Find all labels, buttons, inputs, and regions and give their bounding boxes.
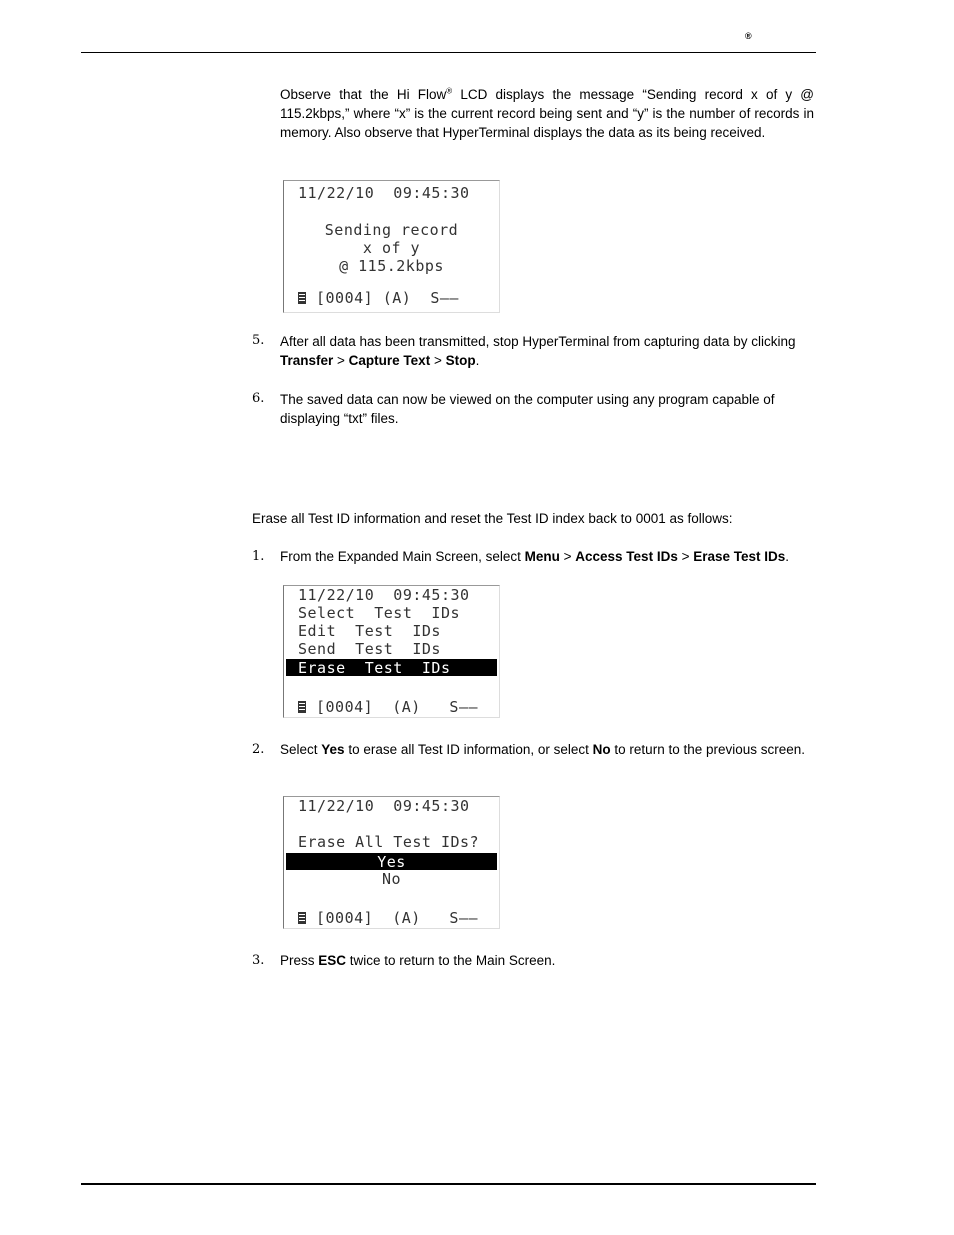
footer-rule (81, 1183, 816, 1185)
menu-item-erase-test-ids: Erase Test IDs (298, 659, 451, 677)
battery-icon (298, 912, 306, 924)
menu-stop: Stop (445, 353, 476, 368)
step-6-text: The saved data can now be viewed on the computer using any program capable of displaying “txt” files. (280, 392, 775, 426)
option-no: No (592, 742, 611, 757)
header-rule (81, 52, 816, 53)
lcd-status-bar (298, 909, 478, 927)
lcd-sending-screen (283, 180, 500, 313)
menu-item-edit-test-ids: Edit Test IDs (298, 622, 441, 640)
lcd-status: [0004] (A) S–– (316, 698, 479, 716)
step-number: 6. (252, 391, 265, 406)
lcd-line: x of y (362, 239, 421, 257)
lcd-line: @ 115.2kbps (339, 257, 444, 275)
menu-erase-test-ids: Erase Test IDs (693, 549, 786, 564)
lcd-option-no: No (381, 870, 402, 888)
menu-capture-text: Capture Text (348, 353, 431, 368)
step-number: 5. (252, 333, 265, 348)
step-number: 2. (252, 742, 265, 757)
lcd-option-yes: Yes (377, 853, 406, 871)
intro-registered-mark: ® (446, 86, 453, 96)
menu-access-test-ids: Access Test IDs (575, 549, 678, 564)
intro-text-a: Observe that the Hi Flow (280, 87, 447, 102)
lcd-access-test-ids-menu (283, 585, 500, 718)
option-yes: Yes (321, 742, 345, 757)
lcd-erase-confirm-screen (283, 796, 500, 929)
lcd-line: Sending record (324, 221, 459, 239)
battery-icon (298, 701, 306, 713)
key-esc: ESC (318, 953, 347, 968)
lcd-status: [0004] (A) S–– (316, 289, 459, 307)
lcd-datetime: 11/22/10 09:45:30 (298, 586, 470, 604)
step-number: 3. (252, 953, 265, 968)
step-5-text: After all data has been transmitted, stop HyperTerminal from capturing data by clicking Transfer > Capture Text > Stop. (280, 334, 796, 368)
lcd-status-bar (298, 289, 459, 307)
lcd-datetime: 11/22/10 09:45:30 (298, 797, 470, 815)
step-3-text: Press ESC twice to return to the Main Screen. (280, 953, 556, 968)
lcd-datetime: 11/22/10 09:45:30 (298, 184, 470, 202)
intro-paragraph (280, 85, 814, 142)
step-number: 1. (252, 549, 265, 564)
erase-intro: Erase all Test ID information and reset the Test ID index back to 0001 as follows: (252, 511, 733, 526)
step-2-text: Select Yes to erase all Test ID information, or select No to return to the previous screen. (280, 742, 806, 757)
option-highlight (286, 853, 497, 870)
menu-transfer: Transfer (280, 353, 334, 368)
menu-item-send-test-ids: Send Test IDs (298, 640, 441, 658)
header-registered-mark: ® (745, 31, 752, 41)
menu-item-select-test-ids: Select Test IDs (298, 604, 461, 622)
step-1-text: From the Expanded Main Screen, select Menu > Access Test IDs > Erase Test IDs. (280, 549, 790, 564)
menu-item-highlight (286, 659, 497, 676)
lcd-status-bar (298, 698, 478, 716)
lcd-erase-prompt: Erase All Test IDs? (298, 833, 480, 851)
menu-menu: Menu (524, 549, 560, 564)
battery-icon (298, 292, 306, 304)
lcd-status: [0004] (A) S–– (316, 909, 479, 927)
intro-text-b: LCD displays the message “Sending record x of y @ 115.2kbps,” where “x” is the current record being sent and “y” is the number of records in memory. Also observe that HyperTerminal displays the data as its being received. (280, 87, 815, 140)
